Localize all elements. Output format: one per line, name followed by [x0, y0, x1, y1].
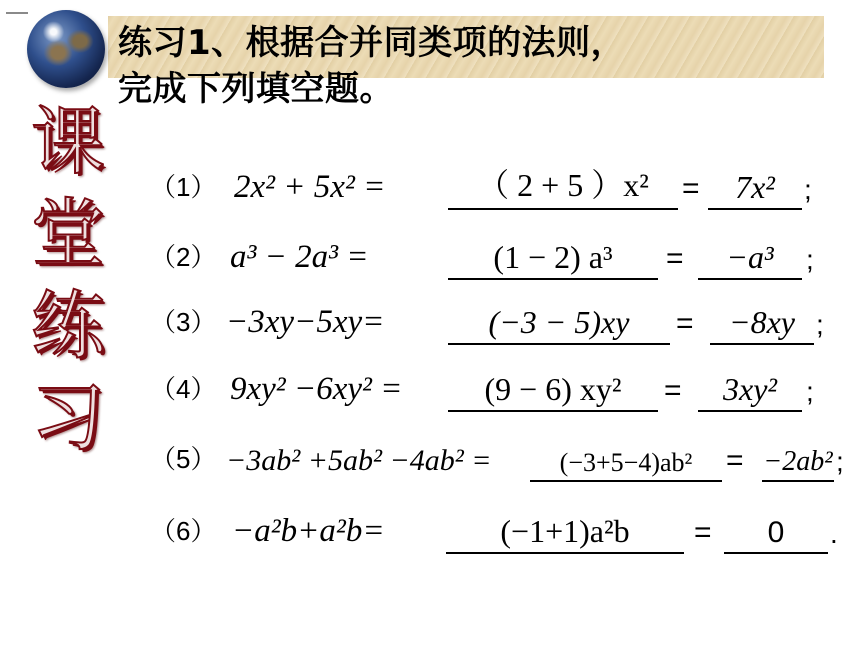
blank-result-text: 3xy²	[723, 371, 777, 407]
exercise-expression: a³ − 2a³ =	[230, 239, 369, 275]
top-left-rule	[6, 12, 28, 14]
globe-icon	[27, 10, 105, 88]
line-end-punct: ;	[806, 376, 814, 407]
answer-blank-step[interactable]	[448, 234, 658, 280]
answer-blank-result[interactable]	[698, 366, 802, 412]
page-title	[118, 20, 625, 112]
line-end-punct: ;	[804, 174, 812, 205]
side-label	[30, 100, 106, 460]
blank-result-text: −2ab²	[763, 446, 833, 477]
equals-sign: =	[664, 374, 682, 407]
blank-step-text: (−3 − 5)xy	[488, 304, 630, 340]
blank-step-text: (1 − 2) a³	[493, 239, 613, 275]
exercise-expression: −3ab² +5ab² −4ab² =	[226, 444, 492, 477]
answer-blank-result[interactable]	[708, 164, 802, 210]
line-end-punct: ;	[836, 446, 844, 477]
exercise-number: （4）	[150, 374, 217, 404]
line-end-punct: .	[830, 518, 838, 549]
exercise-expression: 2x² + 5x² =	[234, 169, 386, 205]
blank-result-text: −8xy	[729, 304, 795, 340]
answer-blank-step[interactable]	[448, 299, 670, 345]
answer-blank-step[interactable]	[446, 508, 684, 554]
title-line-1: 练习1、根据合并同类项的法则，	[118, 23, 626, 63]
exercise-number: （1）	[150, 172, 217, 202]
side-label-char: 习	[31, 375, 105, 461]
exercise-expression: −3xy−5xy=	[226, 304, 385, 340]
equals-sign: =	[666, 242, 684, 275]
side-label-char: 课	[31, 99, 105, 185]
exercise-expression: −a²b+a²b=	[232, 513, 385, 549]
blank-step-text: (−1+1)a²b	[500, 513, 630, 549]
blank-result-text: −a³	[726, 239, 774, 275]
answer-blank-step[interactable]	[448, 366, 658, 412]
blank-step-text: (9 − 6) xy²	[484, 371, 622, 407]
exercise-number: （3）	[150, 307, 217, 337]
answer-blank-step[interactable]	[530, 436, 722, 482]
answer-blank-result[interactable]	[710, 299, 814, 345]
line-end-punct: ;	[806, 244, 814, 275]
answer-blank-result[interactable]	[724, 508, 828, 554]
line-end-punct: ;	[816, 309, 824, 340]
equals-sign: =	[682, 172, 700, 205]
equals-sign: =	[726, 444, 744, 477]
exercise-number: （2）	[150, 242, 217, 272]
blank-step-text: (−3+5−4)ab²	[559, 448, 693, 477]
side-label-char: 练	[31, 283, 105, 369]
exercise-number: （5）	[150, 444, 217, 474]
answer-blank-step[interactable]	[448, 164, 678, 210]
exercise-expression: 9xy² −6xy² =	[230, 371, 403, 407]
blank-step-text: （ 2 + 5 ）x²	[477, 167, 649, 203]
answer-blank-result[interactable]	[698, 234, 802, 280]
blank-result-text: 7x²	[735, 169, 775, 205]
blank-result-text: 0	[767, 516, 785, 549]
exercise-number: （6）	[150, 516, 217, 546]
answer-blank-result[interactable]	[762, 436, 834, 482]
equals-sign: =	[676, 307, 694, 340]
side-label-char: 堂	[31, 191, 105, 277]
equals-sign: =	[694, 516, 712, 549]
title-line-2: 完成下列填空题。	[118, 69, 394, 109]
